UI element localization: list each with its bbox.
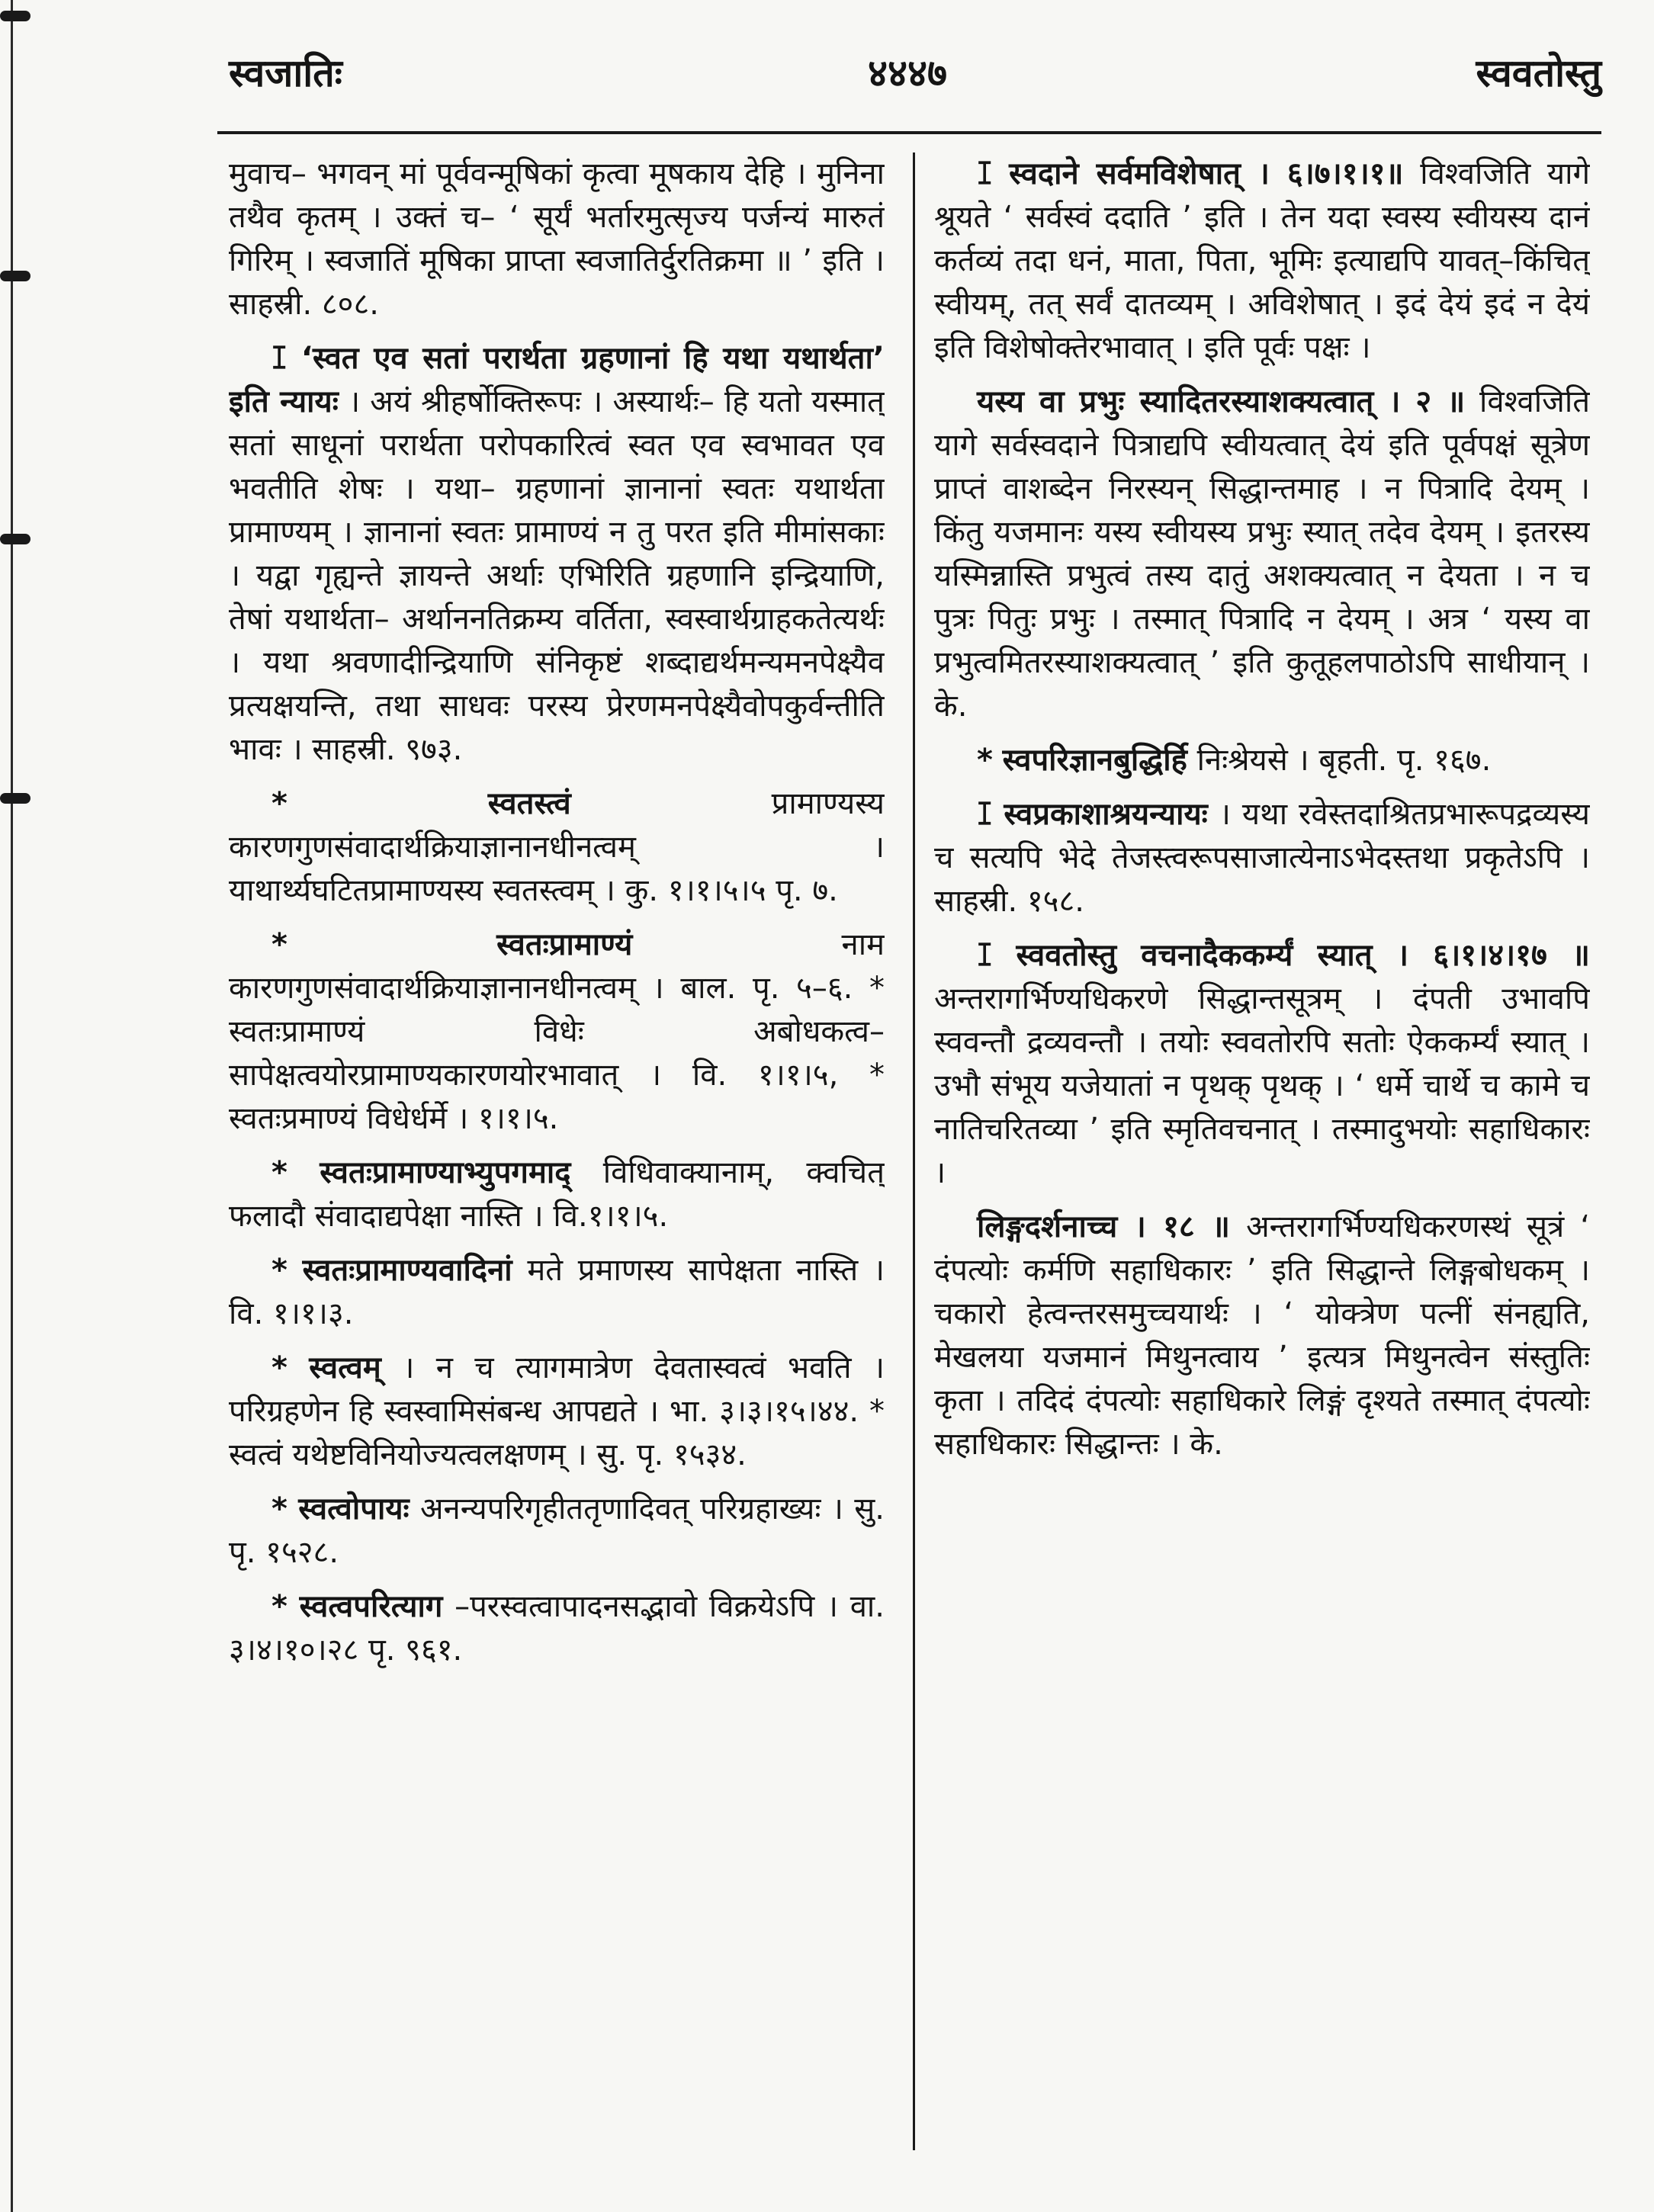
entry-text: विधिवाक्यानाम्, क्वचित् फलादौ संवादाद्यपेक्षा नास्ति । वि.१।१।५. bbox=[229, 1155, 885, 1234]
entry-paragraph bbox=[229, 782, 885, 913]
entry-text: अनन्यपरिगृहीततृणादिवत् परिग्रहाख्यः । सु. पृ. १५२८. bbox=[229, 1491, 885, 1570]
entry-paragraph bbox=[229, 1249, 885, 1336]
entry-paragraph bbox=[934, 934, 1590, 1195]
margin-mark bbox=[0, 11, 31, 21]
nyaya-symbol-icon: ꕯ bbox=[977, 938, 993, 973]
margin-mark bbox=[0, 534, 31, 544]
entry-paragraph bbox=[229, 1488, 885, 1575]
entry-paragraph bbox=[229, 152, 885, 326]
entry-paragraph bbox=[934, 739, 1590, 782]
header-left-word: स्वजातिः bbox=[229, 51, 342, 95]
asterisk-icon: * bbox=[271, 1253, 287, 1288]
asterisk-icon: * bbox=[271, 1491, 287, 1527]
entry-heading: स्वतःप्रामाण्यं bbox=[496, 927, 633, 962]
entry-text: मते प्रमाणस्य सापेक्षता नास्ति । वि. १।१।३. bbox=[229, 1253, 885, 1331]
entry-text: प्रामाण्यस्य कारणगुणसंवादार्थक्रियाज्ञानानधीनत्वम् । याथार्थ्यघटितप्रामाण्यस्य स्वतस्त्वम् । कु. १।१।५।५ पृ. ७. bbox=[229, 786, 885, 908]
column-divider bbox=[913, 152, 915, 2150]
entry-text: । यथा रवेस्तदाश्रितप्रभारूपद्रव्यस्य च सत्यपि भेदे तेजस्त्वरूपसाजात्येनाऽभेदस्तथा प्रकृतेऽपि । साहस्री. १५८. bbox=[934, 797, 1590, 919]
entry-heading: स्वतःप्रामाण्याभ्युपगमाद् bbox=[320, 1155, 571, 1190]
nyaya-symbol-icon: ꕯ bbox=[977, 797, 993, 832]
margin-line bbox=[11, 0, 13, 2212]
entry-heading: स्वप्रकाशाश्रयन्यायः bbox=[1004, 797, 1208, 832]
page-header bbox=[214, 46, 1601, 122]
entry-heading: स्वत्वपरित्याग bbox=[299, 1589, 443, 1624]
entry-heading: यस्य वा प्रभुः स्यादितरस्याशक्यत्वात् । २ ॥ bbox=[977, 384, 1466, 419]
entry-heading: लिङ्गदर्शनाच्च । १८ ॥ bbox=[977, 1209, 1230, 1244]
header-right-word: स्ववतोस्तु bbox=[1476, 51, 1601, 95]
entry-paragraph bbox=[934, 380, 1590, 728]
asterisk-icon: * bbox=[271, 786, 287, 821]
entry-text: । न च त्यागमात्रेण देवतास्वत्वं भवति । परिग्रहणेन हि स्वस्वामिसंबन्ध आपद्यते । भा. ३।३।१५।४४. * स्वत्वं यथेष्टविनियोज्यत्वलक्षणम् । सु. पृ. १५३४. bbox=[229, 1350, 885, 1472]
entry-paragraph bbox=[934, 793, 1590, 923]
left-column bbox=[229, 152, 885, 2150]
right-column bbox=[934, 152, 1590, 2150]
entry-heading: स्वत्वोपायः bbox=[298, 1491, 409, 1527]
entry-paragraph bbox=[229, 1585, 885, 1672]
entry-heading: स्वत्वम् bbox=[309, 1350, 381, 1385]
entry-text: । अयं श्रीहर्षोक्तिरूपः । अस्यार्थः– हि यतो यस्मात् सतां साधूनां परार्थता परोपकारित्वं स्वत एव स्वभावत एव भवतीति शेषः । यथा– ग्रहणानां ज्ञानानां स्वतः यथार्थता प्रामाण्यम् । ज्ञानानां स्वतः प्रामाण्यं न तु परत इति मीमांसकाः । यद्वा गृह्यन्ते ज्ञायन्ते अर्थाः एभिरिति ग्रहणानि इन्द्रियाणि, तेषां यथार्थता– अर्थाननतिक्रम्य वर्तिता, स्वस्वार्थग्राहकतेत्यर्थः । यथा श्रवणादीन्द्रियाणि संनिकृष्टं शब्दाद्यर्थमन्यमनपेक्ष्यैव प्रत्यक्षयन्ति, तथा साधवः परस्य प्रेरणमनपेक्ष्यैवोपकुर्वन्तीति भावः । साहस्री. ९७३. bbox=[229, 384, 885, 767]
entry-paragraph bbox=[229, 1347, 885, 1477]
asterisk-icon: * bbox=[271, 1589, 287, 1624]
margin-mark bbox=[0, 271, 31, 281]
entry-heading: स्वतस्त्वं bbox=[487, 786, 571, 821]
entry-text: निःश्रेयसे । बृहती. पृ. १६७. bbox=[1196, 743, 1492, 778]
entry-paragraph bbox=[229, 337, 885, 772]
entry-heading: स्ववतोस्तु वचनादैककर्म्यं स्यात् । ६।१।४।१७ ॥ bbox=[1016, 938, 1590, 973]
entry-paragraph bbox=[229, 1151, 885, 1238]
entry-heading: स्वदाने सर्वमविशेषात् । ६।७।१।१॥ bbox=[1009, 156, 1404, 191]
asterisk-icon: * bbox=[271, 927, 287, 962]
entry-text: अन्तरागर्भिण्यधिकरणस्थं सूत्रं ‘ दंपत्योः कर्मणि सहाधिकारः ’ इति सिद्धान्ते लिङ्गबोधकम् । चकारो हेत्वन्तरसमुच्चयार्थः । ‘ योक्त्रेण पत्नीं संनह्यति, मेखलया यजमानं मिथुनत्वाय ’ इत्यत्र मिथुनत्वेन संस्तुतिः कृता । तदिदं दंपत्योः सहाधिकारे लिङ्गं दृश्यते तस्मात् दंपत्योः सहाधिकारः सिद्धान्तः । के. bbox=[934, 1209, 1590, 1462]
entry-heading: स्वपरिज्ञानबुद्धिर्हि bbox=[1002, 743, 1187, 778]
header-rule bbox=[217, 131, 1601, 134]
nyaya-symbol-icon: ꕯ bbox=[977, 156, 993, 191]
page-number: ४४४७ bbox=[868, 51, 947, 95]
entry-heading: स्वतःप्रामाण्यवादिनां bbox=[302, 1253, 512, 1288]
entry-text: अन्तरागर्भिण्यधिकरणे सिद्धान्तसूत्रम् । दंपती उभावपि स्ववन्तौ द्रव्यवन्तौ । तयोः स्ववतोरपि सतोः ऐककर्म्यं स्यात् । उभौ संभूय यजेयातां न पृथक् पृथक् । ‘ धर्मे चार्थे च कामे च नातिचरितव्या ’ इति स्मृतिवचनात् । तस्मादुभयोः सहाधिकारः । bbox=[934, 981, 1590, 1190]
asterisk-icon: * bbox=[977, 743, 993, 778]
entry-text: विश्वजिति यागे सर्वस्वदाने पित्राद्यपि स्वीयत्वात् देयं इति पूर्वपक्षं सूत्रेण प्राप्तं वाशब्देन निरस्यन् सिद्धान्तमाह । न पित्रादि देयम् । किंतु यजमानः यस्य स्वीयस्य प्रभुः स्यात् तदेव देयम् । इतरस्य यस्मिन्नास्ति प्रभुत्वं तस्य दातुं अशक्यत्वात् न देयता । न च पुत्रः पितुः प्रभुः । तस्मात् पित्रादि न देयम् । अत्र ‘ यस्य वा प्रभुत्वमितरस्याशक्यत्वात् ’ इति कुतूहलपाठोऽपि साधीयान् । के. bbox=[934, 384, 1590, 724]
entry-paragraph bbox=[229, 923, 885, 1141]
entry-text: मुवाच– भगवन् मां पूर्ववन्मूषिकां कृत्वा मूषकाय देहि । मुनिना तथैव कृतम् । उक्तं च– ‘ सूर्यं भर्तारमुत्सृज्य पर्जन्यं मारुतं गिरिम् । स्वजातिं मूषिका प्राप्ता स्वजातिर्दुरतिक्रमा ॥ ’ इति । साहस्री. ८०८. bbox=[229, 156, 885, 322]
margin-mark bbox=[0, 793, 31, 804]
asterisk-icon: * bbox=[271, 1350, 287, 1385]
entry-text: –परस्वत्वापादनसद्भावो विक्रयेऽपि । वा. ३।४।१०।२८ पृ. ९६१. bbox=[229, 1589, 885, 1668]
nyaya-symbol-icon: ꕯ bbox=[271, 341, 287, 376]
entry-paragraph bbox=[934, 152, 1590, 370]
entry-paragraph bbox=[934, 1206, 1590, 1466]
entry-heading: ‘स्वत एव सतां परार्थता ग्रहणानां हि यथा यथार्थता’ इति न्यायः bbox=[229, 341, 885, 419]
asterisk-icon: * bbox=[271, 1155, 287, 1190]
entry-text: विश्वजिति यागे श्रूयते ‘ सर्वस्वं ददाति ’ इति । तेन यदा स्वस्य स्वीयस्य दानं कर्तव्यं तदा धनं, माता, पिता, भूमिः इत्याद्यपि यावत्–किंचित् स्वीयम्, तत् सर्वं दातव्यम् । अविशेषात् । इदं देयं इदं न देयं इति विशेषोक्तेरभावात् । इति पूर्वः पक्षः । bbox=[934, 156, 1590, 365]
entry-text: नाम कारणगुणसंवादार्थक्रियाज्ञानानधीनत्वम् । बाल. पृ. ५–६. * स्वतःप्रामाण्यं विधेः अबोधकत्व–सापेक्षत्वयोरप्रामाण्यकारणयोरभावात् । वि. १।१।५, * स्वतःप्रमाण्यं विधेर्धर्मे । १।१।५. bbox=[229, 927, 885, 1136]
